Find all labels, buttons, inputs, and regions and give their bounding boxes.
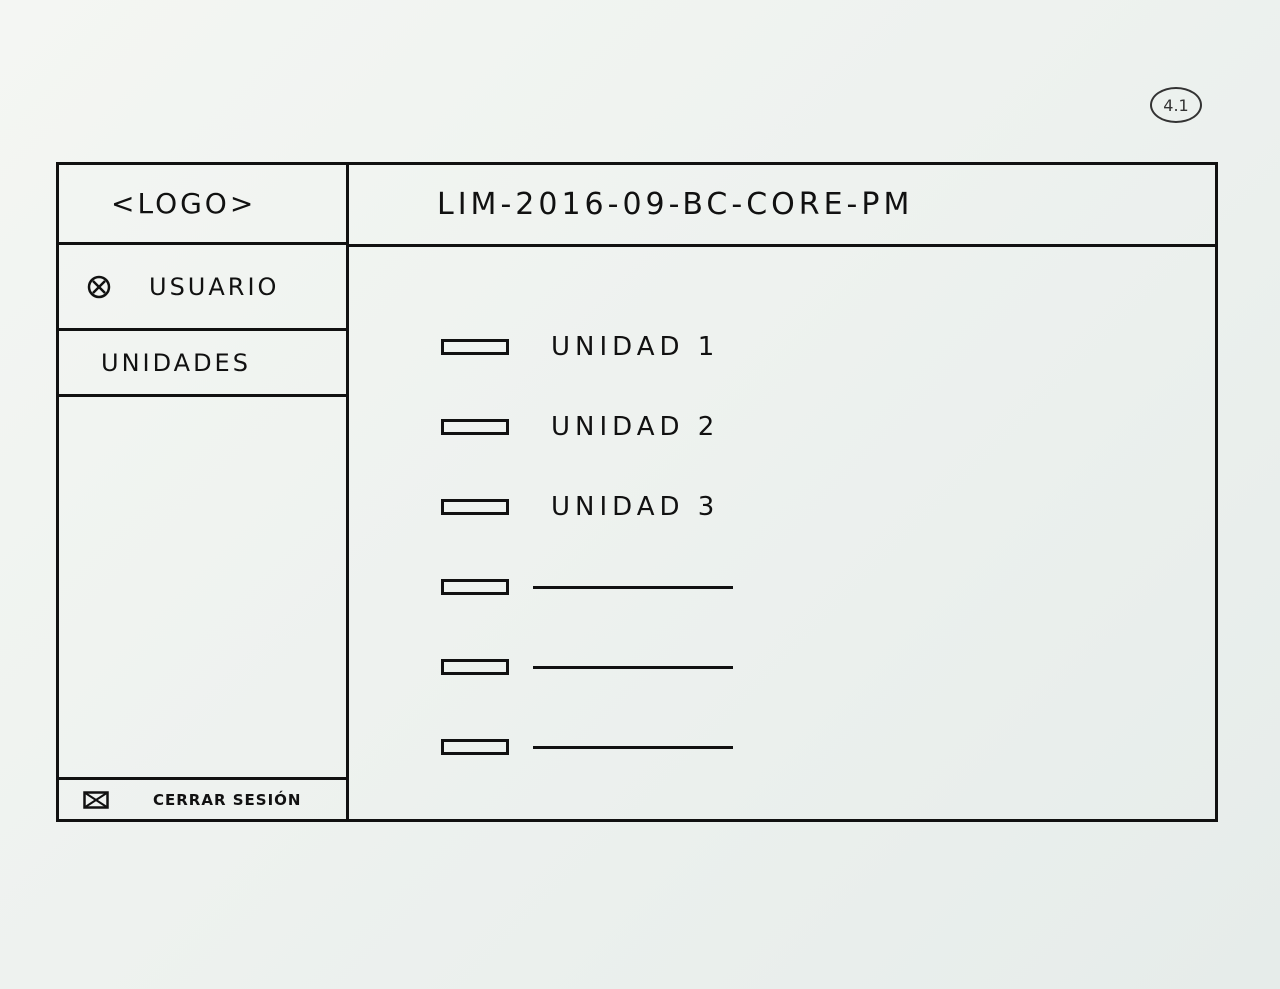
unit-item-placeholder[interactable] [441,707,733,787]
sidebar [59,165,349,819]
unit-thumbnail [441,739,509,755]
unit-label-placeholder [533,746,733,749]
main-content [349,247,1215,819]
page-number: 4.1 [1150,87,1202,123]
unit-item-placeholder[interactable] [441,627,733,707]
unit-label-placeholder [533,586,733,589]
unit-thumbnail [441,419,509,435]
unit-item-placeholder[interactable] [441,547,733,627]
unit-thumbnail [441,339,509,355]
sidebar-item-units[interactable] [59,331,346,397]
app-window [56,162,1218,822]
logout-icon [83,791,109,809]
logo: <LOGO> [59,165,346,245]
unit-thumbnail [441,659,509,675]
user-icon [87,275,111,299]
logout-button[interactable] [59,777,346,819]
sidebar-item-user[interactable] [59,245,346,331]
unit-item[interactable] [441,387,733,467]
unit-label: UNIDAD 3 [551,492,720,522]
unit-label: UNIDAD 1 [551,332,720,362]
unit-thumbnail [441,499,509,515]
unit-label-placeholder [533,666,733,669]
page-title: LIM-2016-09-BC-CORE-PM [349,165,1215,247]
unit-thumbnail [441,579,509,595]
sidebar-item-units-label: UNIDADES [101,348,251,377]
unit-item[interactable] [441,307,733,387]
unit-label: UNIDAD 2 [551,412,720,442]
logout-label: CERRAR SESIÓN [153,790,302,809]
unit-list [441,307,733,787]
unit-item[interactable] [441,467,733,547]
sidebar-item-user-label: USUARIO [149,272,280,301]
